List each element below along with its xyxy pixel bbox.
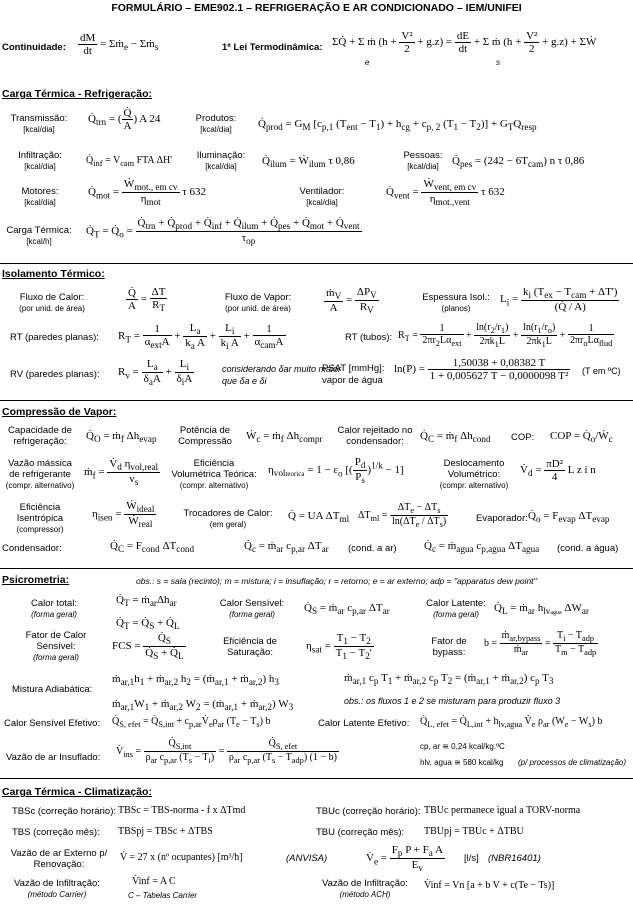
tbsc-eq: TBSc = TBS-norma - f x ΔTmd xyxy=(118,805,246,816)
evaporador-eq: $Q̇_o = F_{evap}$ $\Delta T_{evap}$ xyxy=(528,510,610,525)
transmissao-label: Transmissão: [kcal/dia] xyxy=(10,113,68,134)
divider xyxy=(0,263,633,264)
page-title: FORMULÁRIO – EME902.1 – REFRIGERAÇÃO E AR CONDICIONADO – IEM/UNIFEI xyxy=(111,2,522,14)
divider xyxy=(0,400,633,401)
fator-calor-eq: FCS = $\frac{Q̇_S}{Q̇_S + Q̇_L}$ xyxy=(112,632,184,662)
infiltracao-label: Infiltração: [kcal/dia] xyxy=(18,150,62,171)
section-carga: Carga Térmica - Refrigeração: xyxy=(2,88,152,100)
trocadores-eq: Q̇ = UA $\Delta T_{ml}$ xyxy=(288,510,350,525)
capacidade-label: Capacidade de refrigeração: xyxy=(8,425,72,447)
condensador-label: Condensador: xyxy=(2,543,62,554)
rv-note: considerando δar muito maior que δa e δi xyxy=(222,364,342,386)
produtos-eq: $Q̇_{prod} = G_M$ [$c_{p,1}$ $(T_{ent} - T_1) + h_{cg} + c_{p, 2}$ $(T_1 - T_2)] + G_TQ_{resp}$ xyxy=(258,118,537,133)
psicrometria-obs: obs.: s = sala (recinto); m = mistura; i = insuflação; r = retorno; e = ar externo; adp = "apparatus dew point" xyxy=(136,576,537,586)
vazao-ext-label: Vazão de ar Externo p/ Renovação: xyxy=(10,848,108,870)
vazao-insuflado-label: Vazão de ar Insuflado: xyxy=(6,752,101,763)
tbsc-label: TBSc (correção horário): xyxy=(12,806,117,817)
infiltracao1-note: C – Tabelas Carrier xyxy=(128,891,198,900)
infiltracao2-eq: V̇inf = Vn [a + b V + c(Te − Ts)] xyxy=(424,880,555,891)
sensivel-efetivo-label: Calor Sensível Efetivo: xyxy=(4,718,101,729)
pessoas-label: Pessoas: [kcal/dia] xyxy=(403,150,443,171)
fator-bypass-eq: b = $\frac{ṁ_{ar,bypass}}{ṁ_{ar}}$ = $\frac{T_i - T_{adp}}{T_m - T_{adp}}$ xyxy=(484,630,597,657)
fluxo-vapor-label: Fluxo de Vapor: (por unid. de área) xyxy=(224,292,292,313)
section-psicrometria: Psicrometria: xyxy=(2,574,70,586)
isentropica-eq: $\eta_{isen}$ = $\frac{Ẇ_{ideal}}{Ẇ_{real}}$ xyxy=(92,500,155,530)
eficiencia-vol-label: Eficiência Volumétrica Teórica: (compr. alternativo) xyxy=(171,458,257,490)
condensador-note2: (cond. a ar) xyxy=(348,543,397,554)
mistura-eqs xyxy=(112,668,293,718)
rt-planas-eq: $R_T$ = $\frac{1}{\alpha_{ext}A}$ + $\frac{L_a}{k_a A}$ + $\frac{L_i}{k_i A}$ + $\frac{1}{\alpha_{cam}A}$ xyxy=(118,322,284,352)
calor-total-eq2: $Q̇_T$ = $Q̇_S$ + $Q̇_L$ xyxy=(116,617,180,632)
calor-total-label: Calor total: (forma geral) xyxy=(31,598,77,619)
rt-planas-label: RT (paredes planas): xyxy=(10,332,99,343)
divider xyxy=(0,568,633,569)
mistura-eq2: $ṁ_{ar,1}W_1$ + ṁ$_{ar,2}$ $W_2$ = (ṁ$_{ar,1}$ + ṁ$_{ar,2}$) $W_3$ xyxy=(112,698,294,713)
ventilador-label: Ventilador: [kcal/dia] xyxy=(299,186,345,207)
carga-total-eq: $Q̇_T$ = $Q̇_o$ = $\frac{Q̇_{trn} + Q̇_{prod} + Q̇_{inf} + Q̇_{ilum} + Q̇_{pes} + Q̇_{mot} + Q̇_{vent}}{\tau_{op}}$ xyxy=(86,217,360,247)
infiltracao1-eq: V̇inf = A C xyxy=(132,876,176,887)
ve-unit: [l/s] xyxy=(464,853,479,864)
vazao-massica-eq: ṁ$_f$ = $\frac{V̇_d \eta_{vol,real}}{v_s}$ xyxy=(84,458,159,488)
dtml-eq: $\Delta T_{ml}$ = $\frac{\Delta T_e - \Delta T_s}{\ln(\Delta T_e / \Delta T_s)}$ xyxy=(358,502,447,529)
infiltracao2-label: Vazão de Infiltração: (método ACH) xyxy=(322,878,408,899)
potencia-label: Potência de Compressão xyxy=(178,425,232,447)
eficiencia-sat-eq: $\eta_{sat}$ = $\frac{T_1 - T_2}{T_1 - T_2'}$ xyxy=(306,632,372,662)
deslocamento-label: Deslocamento Volumétrico: (compr. alternativo) xyxy=(439,458,509,490)
tbu-eq: TBUpj = TBUc + ΔTBU xyxy=(424,826,524,837)
vazao-massica-label: Vazão mássica de refrigerante (compr. alternativo) xyxy=(5,458,75,490)
tbu-label: TBU (correção mês): xyxy=(316,827,405,838)
ve-ref: (NBR16401) xyxy=(488,853,541,864)
vazao-ext-eq: V̇ = 27 x (nº ocupantes) [m³/h] xyxy=(120,852,243,863)
pessoas-eq: $Q̇_{pes} = (242 - 6T_{cam})$ n τ 0,86 xyxy=(452,155,585,170)
eficiencia-sat-label: Eficiência de Saturação: xyxy=(223,636,277,658)
vazao-insuflado-eq: $V̇_{ins}$ = $\frac{Q̇_{S,int}}{\rho_{ar} c_{p,ar} (T_s - T_i)}$ = $\frac{Q̇_{S, efet}}{\rho_{ar} c_{p,ar} (T_s - T_{adp}) (1 - b)}$ xyxy=(116,738,337,765)
infiltracao-eq: $Q̇_{inf} = V_{cam}$ FTA ΔH' xyxy=(86,155,173,168)
condensador-note3: (cond. a água) xyxy=(557,543,619,554)
vazao-ext-ref: (ANVISA) xyxy=(286,853,328,864)
mistura-eq1: $ṁ_{ar,1}h_1$ + ṁ$_{ar,2}$ $h_2$ = (ṁ$_{ar,1}$ + ṁ$_{ar,2}$) $h_3$ xyxy=(112,673,279,688)
calor-sensivel-eq: $Q̇_S$ = ṁ$_{ar}$ $c_{p,ar}$ $\Delta T_{ar}$ xyxy=(304,602,390,617)
motores-label: Motores: [kcal/dia] xyxy=(21,186,59,207)
psat-eq: ln(P) = $\frac{1,50038 + 0,08382 T}{\text{1 + 0,005627 T − 0,0000098 T²}}$ xyxy=(394,357,569,382)
psat-label: PSAT [mmHg]: vapor de água xyxy=(322,363,385,386)
mistura-label: Mistura Adiabática: xyxy=(12,684,93,695)
rv-eq: $R_v$ = $\frac{L_a}{\delta_aA}$ + $\frac{L_i}{\delta_iA}$ xyxy=(118,358,193,388)
psat-unit: (T em ºC) xyxy=(582,366,621,376)
ve-eq: $V̇_e$ = $\frac{F_p P + F_a A}{E_v}$ xyxy=(366,844,443,874)
tbs-eq: TBSpj = TBSc + ΔTBS xyxy=(118,826,213,837)
continuidade-eq: $\frac{dM}{dt}$ = Σṁ$_e$ − Σṁ$_s$ xyxy=(80,32,159,57)
calor-latente-label: Calor Latente: (forma geral) xyxy=(426,598,486,619)
potencia-eq: Ẇ$_c$ = ṁ$_f$ $\Delta h_{compr}$ xyxy=(246,430,323,445)
trocadores-label: Trocadores de Calor: (em geral) xyxy=(183,508,273,529)
ventilador-eq: $Q̇_{vent}$ = $\frac{Ẇ_{vent, em cv}}{\eta_{mot.,vent}}$ τ 632 xyxy=(386,178,505,208)
hlv-note: hlv, agua ≅ 580 kcal/kg xyxy=(420,758,504,767)
produtos-label: Produtos: [kcal/dia] xyxy=(195,113,237,134)
cp-note: cp, ar ≅ 0,24 kcal/kg.ºC xyxy=(420,742,505,751)
capacidade-eq: $Q̇_O$ = ṁ$_f$ $\Delta h_{evap}$ xyxy=(86,430,157,445)
calor-latente-eq: $Q̇_L$ = ṁ$_{ar}$ $h_{lvagua}$ $\Delta W_{ar}$ xyxy=(494,602,589,617)
calor-total-eq xyxy=(116,590,180,636)
tbuc-eq: TBUc permanece igual a TORV-norma xyxy=(424,805,581,816)
rt-tubos-label: RT (tubos): xyxy=(345,332,393,343)
iluminacao-eq: $Q̇_{ilum}$ = Ẇ$_{ilum}$ τ 0,86 xyxy=(262,155,355,170)
fluxo-calor-label: Fluxo de Calor: (por unid. de área) xyxy=(19,292,85,313)
lei1-label: 1ª Lei Termodinâmica: xyxy=(222,42,323,53)
fator-calor-label: Fator de Calor Sensível: (forma geral) xyxy=(25,630,87,662)
transmissao-eq: $Q̇_{trn}$ = ( $\frac{Q̇}{A}$ ) A 24 xyxy=(88,107,161,132)
calor-sensivel-label: Calor Sensível: (forma geral) xyxy=(219,598,285,619)
fluxo-vapor-eq: $\frac{ṁ_V}{A}$ = $\frac{\Delta P_V}{R_V}$ xyxy=(326,286,377,316)
cop-eq: COP = $Q̇_o/Ẇ_c$ xyxy=(550,430,613,445)
isentropica-label: Eficiência Isentrópica (compressor) xyxy=(16,502,64,534)
section-isolamento: Isolamento Térmico: xyxy=(2,268,105,280)
latente-efetivo-eq: $Q̇_{L, efet}$ = $Q̇_{L,int} + h_{lv,agua}$ $V̇_e$ $\rho_{ar}$ $(W_e - W_s)$ b xyxy=(420,716,603,729)
condensador-eq3: $Q̇_c$ = ṁ$_{agua}$ $c_{p,agua}$ $\Delta T_{agua}$ xyxy=(424,540,540,555)
mistura-note: obs.: os fluxos 1 e 2 se misturam para produzir fluxo 3 xyxy=(344,696,561,706)
infiltracao1-label: Vazão de Infiltração: (método Carrier) xyxy=(14,878,100,899)
sensivel-efetivo-eq: $Q̇_{S, efet}$ = $Q̇_{S,int}$ + $c_{p,ar}V̇_e\rho_{ar}$ $(T_e - T_s)$ b xyxy=(112,716,271,729)
evaporador-label: Evaporador: xyxy=(476,513,528,524)
eficiencia-vol-eq: $\eta_{volteorica} = 1 - \varepsilon_o$ [( $\frac{P_d}{P_s}$ )$^{1/k}$ − 1] xyxy=(268,456,404,486)
condensador-eq2: $Q̇_c$ = ṁ$_{ar}$ $c_{p,ar}$ $\Delta T_{ar}$ xyxy=(244,540,329,555)
divider xyxy=(0,778,633,779)
iluminacao-label: Iluminação: [kcal/dia] xyxy=(196,150,246,171)
fator-bypass-label: Fator de bypass: xyxy=(431,636,467,658)
latente-efetivo-label: Calor Latente Efetivo: xyxy=(318,718,410,729)
espessura-eq: $L_i$ = $\frac{k_i (T_{ex} - T_{cam} + \Delta T')}{(Q̇ / A)}$ xyxy=(500,286,618,314)
rv-label: RV (paredes planas): xyxy=(10,369,100,380)
calor-total-eq1: $Q̇_T$ = $ṁ_{ar}\Delta h_{ar}$ xyxy=(116,594,177,609)
cop-label: COP: xyxy=(511,432,535,443)
section-compressao: Compressão de Vapor: xyxy=(2,406,117,418)
calor-rejeitado-label: Calor rejeitado no condensador: xyxy=(337,425,413,447)
espessura-label: Espessura Isol.: (planos) xyxy=(422,292,490,313)
hlv-note2: (p/ processos de climatização) xyxy=(518,758,627,767)
calor-rejeitado-eq: $Q̇_C$ = ṁ$_f$ $\Delta h_{cond}$ xyxy=(420,430,491,445)
lei1-eq: ΣQ̇ + Σ ṁ (h + $\frac{\text{V²}}{2}$ + g.z) = $\frac{dE}{dt}$ + Σ ṁ (h + $\frac{\text{V²}}{2}$ + g.z) + ΣẆ xyxy=(332,30,597,55)
condensador-eq1: $Q̇_C = F_{cond}$ $\Delta T_{cond}$ xyxy=(110,540,195,555)
mistura-eq3: ṁ$_{ar,1}$ $c_p$ $T_1$ + ṁ$_{ar,2}$ $c_p$ $T_2$ = (ṁ$_{ar,1}$ + ṁ$_{ar,2}$) $c_p$ $T_3$ xyxy=(344,672,554,687)
rt-tubos-eq: $R_T$ = $\frac{1}{2\pi r_2L\alpha_{ext}}$ + $\frac{\ln(r_2/r_1)}{2\pi k_1L}$ + $\frac{\ln(r_1/r_o)}{2\pi k_1L}$ + $\frac{1}{2\pi r_oL\alpha_{flud}}$ xyxy=(398,322,613,349)
section-climatizacao: Carga Térmica - Climatização: xyxy=(2,786,152,798)
tbuc-label: TBUc (correção horário): xyxy=(316,806,421,817)
continuidade-label: Continuidade: xyxy=(2,42,66,53)
fluxo-calor-eq: $\frac{Q̇}{A}$ = $\frac{\Delta T}{R_T}$ xyxy=(128,286,166,314)
motores-eq: $Q̇_{mot}$ = $\frac{Ẇ_{mot., em cv}}{\eta_{mot}}$ τ 632 xyxy=(88,178,206,208)
carga-total-label: Carga Térmica: [kcal/h] xyxy=(6,225,72,246)
deslocamento-eq: $V̇_d$ = $\frac{\text{πD²}}{4}$ L z i n xyxy=(520,458,596,483)
tbs-label: TBS (correção mês): xyxy=(12,827,100,838)
